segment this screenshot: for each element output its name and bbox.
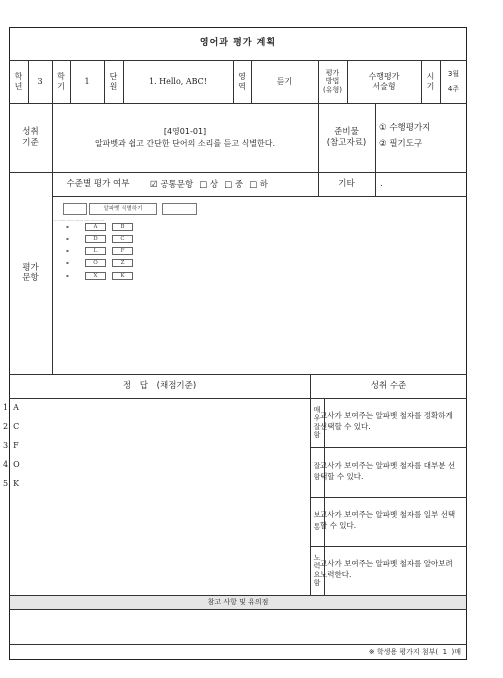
level-average-desc: 교사가 보여주는 알파벳 철자를 일부 선택할 수 있다. xyxy=(320,510,456,531)
standard-text: 알파벳과 쉽고 간단한 단어의 소리를 듣고 식별한다. xyxy=(94,138,276,148)
notes-header: 참고 사항 및 유의점 xyxy=(207,597,269,606)
attachment-note: ※ 학생용 평가지 첨부( 1 )매 xyxy=(368,648,461,656)
grade-value: 3 xyxy=(37,76,43,86)
answer-header: 정 답 (채점기준) xyxy=(122,380,197,391)
worksheet-title: 알파벳 식별하기 xyxy=(103,206,143,212)
answer-item: 1. A xyxy=(3,403,19,412)
answer-item: 4. O xyxy=(3,460,20,469)
common-item-checkbox[interactable]: ☑ 공통문항 xyxy=(150,180,194,190)
level-effort-desc: 교사가 보여주는 알파벳 철자를 알아보려 노력한다. xyxy=(320,559,453,580)
answer-list xyxy=(3,404,20,499)
unit-value: 1. Hello, ABC! xyxy=(148,76,208,86)
etc-label: 기타 xyxy=(338,178,355,189)
grade-label: 학 년 xyxy=(14,71,23,91)
method-value: 수행평가 서술형 xyxy=(368,71,400,91)
prep-items xyxy=(379,120,467,152)
achievement-header: 성취 수준 xyxy=(370,380,407,391)
answer-item: 2. C xyxy=(3,422,20,431)
answer-item: 3. F xyxy=(3,441,19,450)
level-good-label: 잘 함 xyxy=(313,461,321,481)
standard-code: [4영01-01] xyxy=(163,126,207,136)
eval-item-label: 평가 문항 xyxy=(22,262,39,283)
unit-label: 단 원 xyxy=(109,71,118,91)
worksheet-thumbnail: 알파벳 식별하기 ---- ------ ----- ------- ---- ------ ---- ▪ A B ▪ D C ▪ L F ▪ O Z ▪ X K xyxy=(52,203,200,285)
semester-value: 1 xyxy=(84,76,90,86)
page-title: 영어과 평가 계획 xyxy=(199,37,277,48)
level-good-desc: 교사가 보여주는 알파벳 철자를 대부분 선택할 수 있다. xyxy=(320,461,456,482)
level-checkboxes xyxy=(150,172,318,196)
standard-label: 성취 기준 xyxy=(22,127,39,148)
level-high-checkbox[interactable]: □ 상 xyxy=(199,180,219,190)
prep-item: ② 필기도구 xyxy=(379,139,423,150)
level-eval-label: 수준별 평가 여부 xyxy=(66,178,130,189)
period-label: 시 기 xyxy=(426,71,435,91)
level-effort-label: 노 력 요 함 xyxy=(313,554,321,587)
etc-value: . xyxy=(380,179,383,189)
prep-item: ① 수행평가지 xyxy=(379,123,431,133)
level-excellent-desc: 교사가 보여주는 알파벳 철자를 정확하게 선택할 수 있다. xyxy=(320,411,453,432)
standard-content xyxy=(52,103,318,172)
area-label: 영 역 xyxy=(238,71,246,91)
method-label: 평가 방법 (유형) xyxy=(323,68,342,94)
level-low-checkbox[interactable]: □ 하 xyxy=(249,180,269,190)
period-value: 3월 4주 xyxy=(447,69,460,93)
level-average-label: 보 통 xyxy=(313,511,321,531)
semester-label: 학 기 xyxy=(57,71,65,91)
area-value: 듣기 xyxy=(276,76,293,86)
answer-item: 5. K xyxy=(3,479,20,488)
level-mid-checkbox[interactable]: □ 중 xyxy=(224,180,244,190)
level-excellent-label: 매 우 잘 함 xyxy=(313,406,321,439)
prep-label: 준비물 (참고자료) xyxy=(326,127,367,148)
